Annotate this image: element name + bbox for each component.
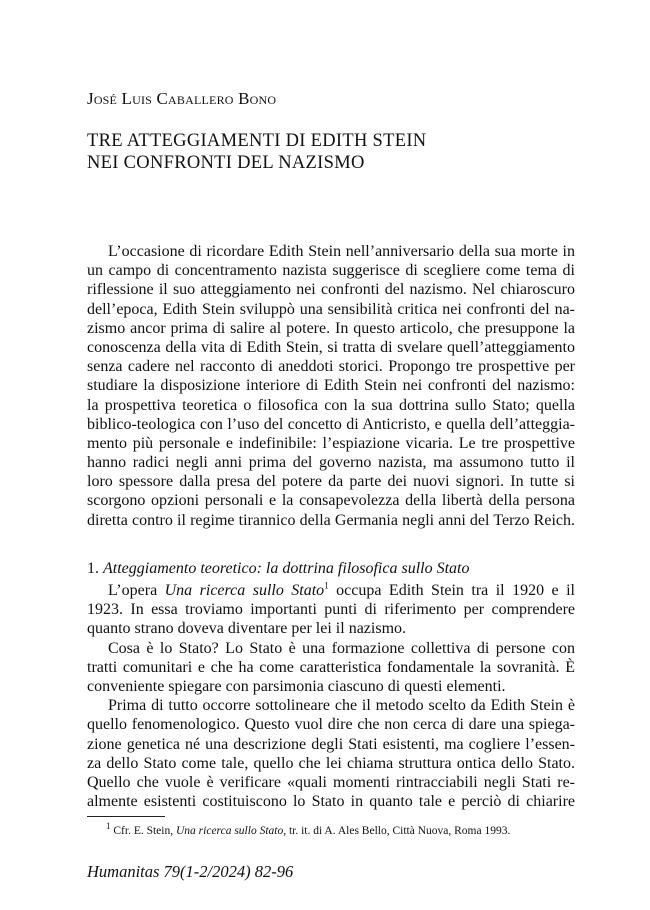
body-line: za dello Stato come tale, quello che lei chiama struttura ontica dello Stato. [87,754,575,772]
body-line: conveniente spiegare con parsimonia ciascuno di questi elementi. [87,677,506,695]
footnote-separator [87,816,165,817]
abstract-line: conoscenza della vita di Edith Stein, si tratta di svelare quell’atteggiamento [87,338,575,356]
body-line: quello fenomenologico. Questo vuol dire che non cerca di dare una spiega- [87,716,575,734]
footnote-text: , tr. it. di A. Ales Bello, Città Nuova, Roma 1993. [283,825,511,837]
title-line-2: NEI CONFRONTI DEL NAZISMO [87,153,365,173]
abstract-line: senza cadere nel racconto di aneddoti storici. Propongo tre prospettive per [87,358,575,376]
body-line: Quello che vuole è verificare «quali momenti rintracciabili negli Stati re- [87,773,575,791]
abstract-line: zismo ancor prima di salire al potere. In questo articolo, che presuppone la [87,319,575,337]
body-line: Cosa è lo Stato? Lo Stato è una formazione collettiva di persone con [108,639,575,657]
abstract [87,242,575,530]
abstract-line: studiare la disposizione interiore di Edith Stein nei confronti del nazismo: [87,377,575,395]
journal-citation: Humanitas 79(1-2/2024) 82-96 [87,862,294,881]
abstract-line: dell’epoca, Edith Stein sviluppò una sensibilità critica nei confronti del na- [87,300,575,318]
footnote-reference[interactable]: 1 [324,580,329,591]
title-line-1: TRE ATTEGGIAMENTI DI EDITH STEIN [87,131,427,151]
section-heading [87,559,469,579]
body-text-run: occupa Edith Stein tra il 1920 e il [328,582,575,599]
body-text-run: L’opera [108,582,165,599]
footnote-work-title: Una ricerca sullo Stato [176,825,284,837]
section-number: 1. [87,560,99,577]
abstract-line: L’occasione di ricordare Edith Stein nell’anniversario della sua morte in [108,243,575,260]
body-line: quanto strano doveva diventare per lei il nazismo. [87,620,407,638]
abstract-line: riflessione il suo atteggiamento nei confronti del nazismo. Nel chiaroscuro [87,281,575,299]
author-name: José Luis Caballero Bono [87,89,277,108]
abstract-line: hanno radici negli anni prima del governo nazista, ma assumono tutto il [87,454,575,472]
article-title [87,130,567,174]
abstract-line: biblico-teologica con l’uso del concetto di Anticristo, e quella dell’atteggia- [87,415,575,433]
abstract-line: un campo di concentramento nazista suggerisce di scegliere come tema di [87,262,575,280]
abstract-line: la prospettiva teoretica o filosofica con la sua dottrina sullo Stato; quella [87,396,575,414]
body-line: 1923. In essa troviamo importanti punti di riferimento per comprendere [87,601,575,619]
body-line [87,581,575,600]
abstract-line: loro spessore dalla presa del potere da parte dei nuovi signori. In tutte si [87,473,575,491]
body-line: almente esistenti costituiscono lo Stato in quanto tale e perciò di chiarire [87,793,575,811]
abstract-line: diretta contro il regime tirannico della Germania negli anni del Terzo Reich. [87,511,575,529]
footnote-mark: 1 [106,821,111,832]
body-text [87,581,575,811]
body-line: zione genetica né una descrizione degli Stati esistenti, ma cogliere l’essen- [87,735,575,753]
footnote [106,821,511,838]
body-line: Prima di tutto occorre sottolineare che il metodo scelto da Edith Stein è [108,697,575,715]
section-title: Atteggiamento teoretico: la dottrina filosofica sullo Stato [103,560,470,577]
footnote-text: Cfr. E. Stein, [110,825,176,837]
work-title: Una ricerca sullo Stato [164,582,325,599]
abstract-line: mento più personale e indefinibile: l’espiazione vicaria. Le tre prospettive [87,434,575,452]
body-line: tratti comunitari e che ha come caratteristica fondamentale la sovranità. È [87,658,575,676]
abstract-line: scorgono opzioni personali e la consapevolezza della libertà della persona [87,492,575,510]
